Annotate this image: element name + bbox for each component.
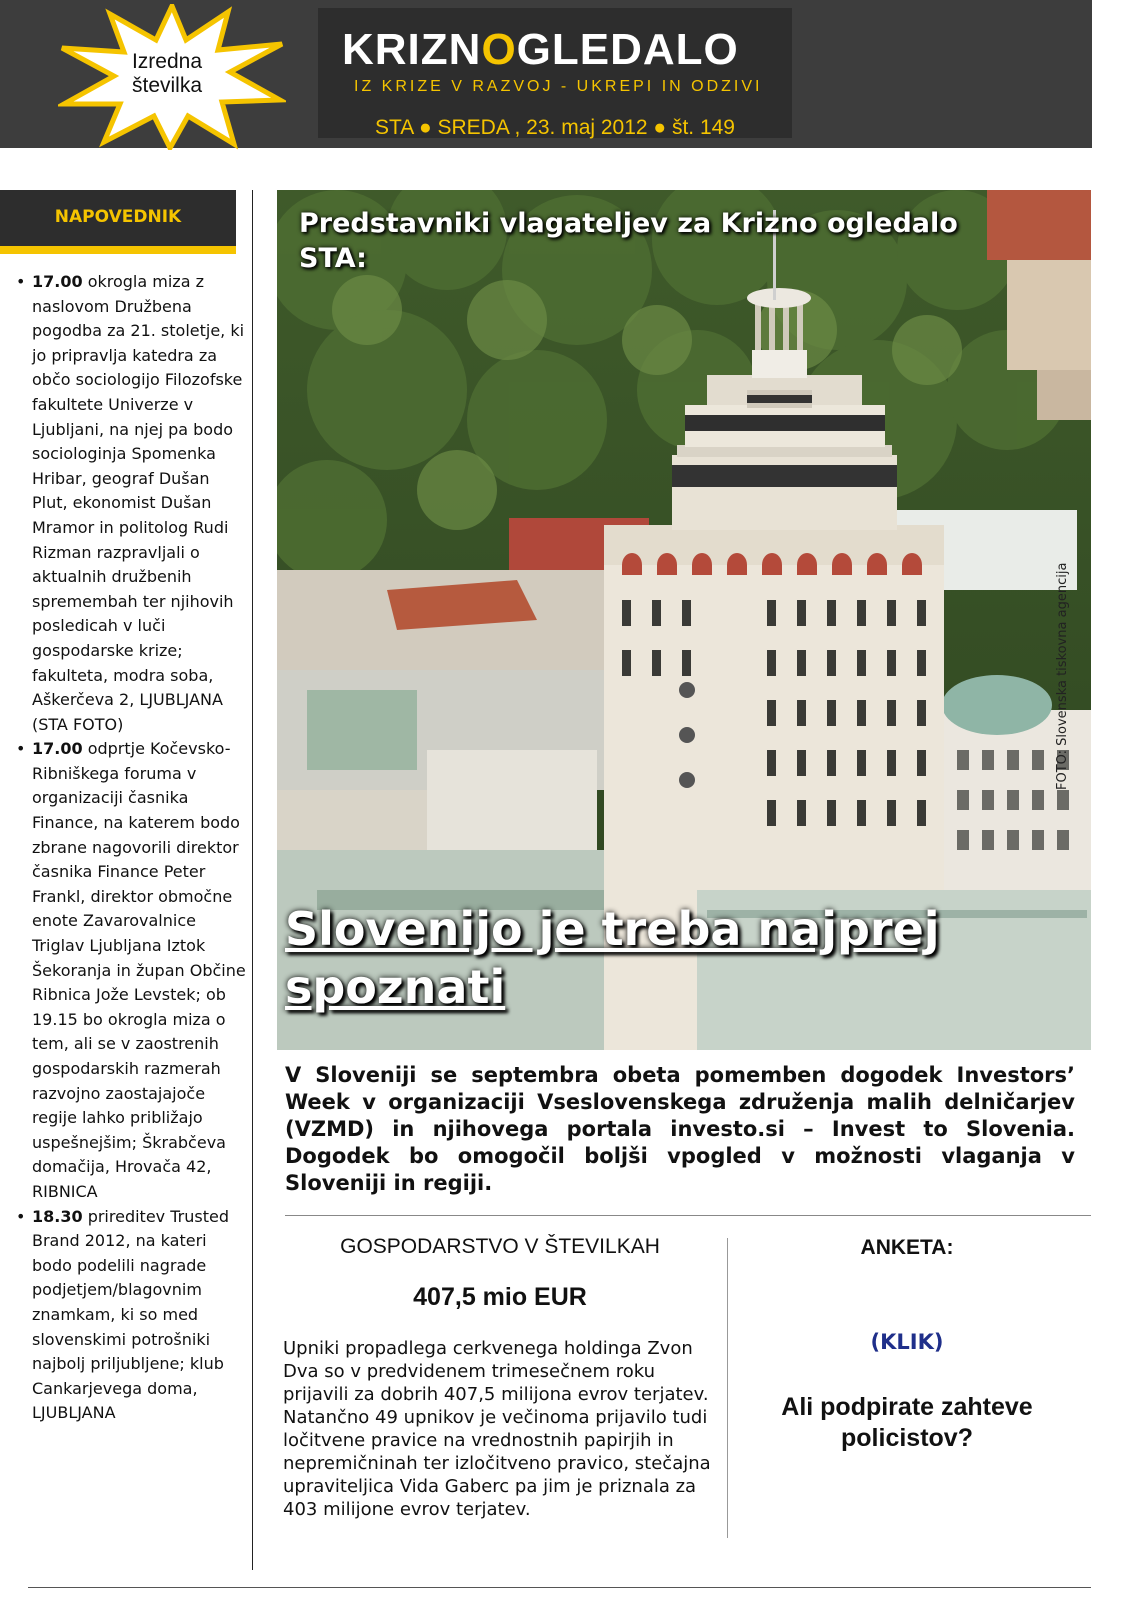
poll-link[interactable]: (KLIK) bbox=[870, 1330, 944, 1354]
brand-logo bbox=[342, 26, 739, 74]
economy-text: Upniki propadlega cerkvenega holdinga Zvon Dva so v predvidenem trimesečnem roku prijavili za dobrih 407,5 milijona evrov terjatev. Natančno 49 upnikov je večinoma prijavilo tudi ločitvene pravice na vrednostnih papirjih in nepremičninah ter izločitveno pravico, stečajna upraviteljica Vida Gaberc pa jim je priznala za 403 milijone evrov terjatev. bbox=[283, 1338, 711, 1520]
event-item bbox=[14, 270, 246, 737]
event-list bbox=[14, 270, 246, 1426]
event-time: 17.00 bbox=[32, 739, 83, 759]
article-headline[interactable]: Slovenijo je treba najprej spoznati bbox=[285, 902, 940, 1014]
brand-part-1: KRIZN bbox=[342, 25, 482, 74]
badge-line-2: številka bbox=[131, 74, 203, 97]
sidebar-header bbox=[0, 190, 236, 254]
section-divider bbox=[285, 1215, 1091, 1216]
poll-title: ANKETA: bbox=[860, 1236, 954, 1259]
badge-line-1: Izredna bbox=[131, 50, 203, 73]
special-issue-badge bbox=[112, 50, 222, 98]
brand-part-2: GLEDALO bbox=[516, 25, 739, 74]
sidebar-title: NAPOVEDNIK bbox=[54, 207, 182, 227]
sidebar-divider bbox=[252, 190, 253, 1570]
brand-highlight: O bbox=[481, 25, 517, 74]
issue-dateline: STA ● SREDA , 23. maj 2012 ● št. 149 bbox=[375, 116, 735, 139]
article-lead: V Sloveniji se septembra obeta pomemben dogodek Investors’ Week v organizaciji Vseslovenskega združenja malih delničarjev (VZMD) in njihovega portala investo.si – Invest to Slovenia. Dogodek bo omogočil boljši vpogled v možnosti vlaganja v Sloveniji in regiji. bbox=[285, 1063, 1075, 1195]
masthead-box bbox=[318, 8, 792, 138]
event-text: okrogla miza z naslovom Družbena pogodba za 21. stoletje, ki jo pripravlja katedra za občo sociologijo Filozofske fakultete Univerze v Ljubljani, na njej pa bodo sociologinja Spomenka Hribar, geograf Dušan Plut, ekonomist Dušan Mramor in politolog Rudi Rizman razpravljali o aktualnih družbenih spremembah ter njihovih posledicah v luči gospodarske krize; fakulteta, modra soba, Aškerčeva 2, LJUBLJANA (STA FOTO) bbox=[32, 272, 245, 734]
event-text: odprtje Kočevsko-Ribniškega foruma v organizaciji časnika Finance, na katerem bodo zbrane nagovorili direktor časnika Finance Peter Frankl, direktor območne enote Zavarovalnice Triglav Ljubljana Iztok Šekoranja in župan Občine Ribnica Jože Levstek; ob 19.15 bo okrogla miza o tem, ali se v zaostrenih gospodarskih razmerah razvojno zaostajajoče regije lahko približajo uspešnejšim; Škrabčeva domačija, Hrovača 42, RIBNICA bbox=[32, 739, 246, 1201]
event-time: 18.30 bbox=[32, 1206, 83, 1226]
poll-question: Ali podpirate zahteve policistov? bbox=[781, 1393, 1033, 1452]
photo-credit: FOTO: Slovenska tiskovna agencija bbox=[1055, 562, 1070, 790]
footer-divider bbox=[28, 1587, 1091, 1588]
economy-value: 407,5 mio EUR bbox=[413, 1283, 587, 1311]
event-item bbox=[14, 1205, 246, 1426]
masthead-bar bbox=[0, 0, 1092, 148]
economy-title: GOSPODARSTVO V ŠTEVILKAH bbox=[340, 1235, 660, 1258]
event-time: 17.00 bbox=[32, 272, 83, 291]
hero-photo bbox=[277, 190, 1091, 1050]
column-divider bbox=[727, 1238, 728, 1538]
article-kicker: Predstavniki vlagateljev za Krizno ogledalo STA: bbox=[299, 208, 958, 274]
tagline: IZ KRIZE V RAZVOJ - UKREPI IN ODZIVI bbox=[354, 78, 763, 95]
event-text: prireditev Trusted Brand 2012, na kateri bodo podelili nagrade podjetjem/blagovnim znamkam, ki so med slovenskimi potrošniki najbolj priljubljene; klub Cankarjevega doma, LJUBLJANA bbox=[32, 1206, 229, 1423]
event-item bbox=[14, 737, 246, 1204]
